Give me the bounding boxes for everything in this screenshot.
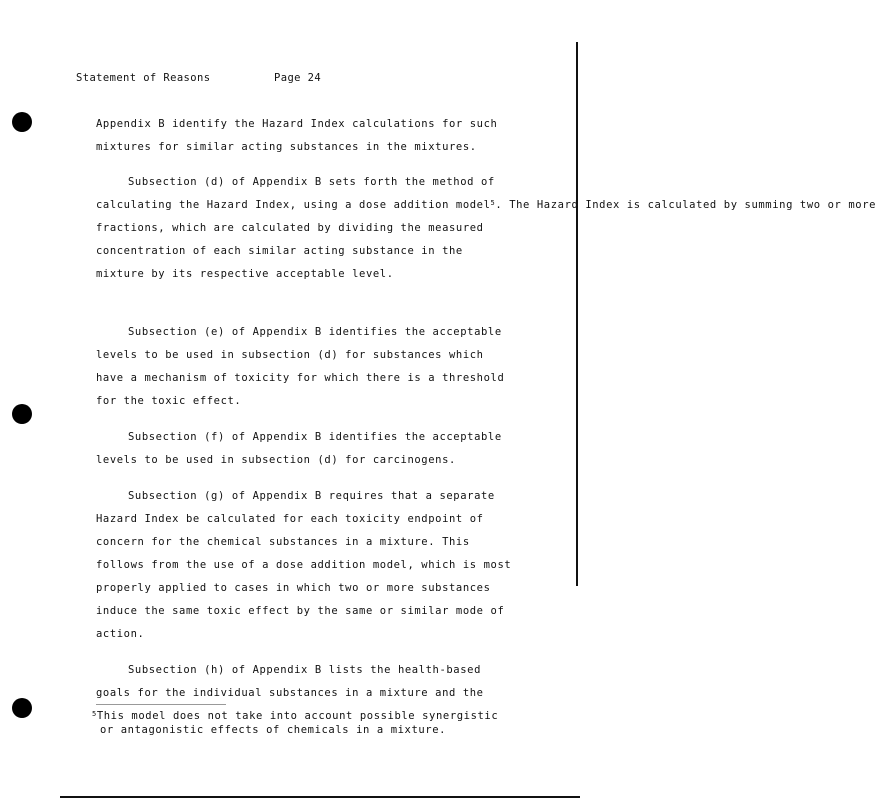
text-line: have a mechanism of toxicity for which there is a threshold [96,372,505,384]
text-line: properly applied to cases in which two or more substances [96,582,491,594]
punch-hole [12,698,32,718]
footnote-marker: 5 [92,710,97,718]
page-number: Page 24 [274,72,322,84]
text-line: induce the same toxic effect by the same or similar mode of [96,605,505,617]
text-line: levels to be used in subsection (d) for carcinogens. [96,454,456,466]
text-line: Subsection (d) of Appendix B sets forth the method of [128,176,495,188]
text-line: follows from the use of a dose addition model, which is most [96,559,512,571]
text-line: goals for the individual substances in a mixture and the [96,687,484,699]
text-line: action. [96,628,145,640]
text-line: fractions, which are calculated by dividing the measured [96,222,484,234]
footnote-text: This model does not take into account possible synergistic [96,710,499,722]
footnote-divider [96,704,226,705]
text-line: Appendix B identify the Hazard Index calculations for such [96,118,498,130]
text-line [96,199,876,211]
footnote-reference: 5 [490,199,496,207]
text-line: Subsection (g) of Appendix B requires that a separate [128,490,495,502]
text-line: Subsection (e) of Appendix B identifies the acceptable [128,326,502,338]
page-header [76,72,322,84]
header-title: Statement of Reasons [76,72,211,84]
text-line: concentration of each similar acting substance in the [96,245,463,257]
punch-hole [12,112,32,132]
text-line: mixture by its respective acceptable level. [96,268,394,280]
text-line-part: . The Hazard Index is calculated by summing two or more [495,199,876,211]
text-line: levels to be used in subsection (d) for substances which [96,349,484,361]
footnote-line [92,710,498,722]
text-line: Subsection (h) of Appendix B lists the health-based [128,664,481,676]
footnote-line: or antagonistic effects of chemicals in a mixture. [100,724,447,736]
punch-hole [12,404,32,424]
text-line: for the toxic effect. [96,395,242,407]
text-line: Hazard Index be calculated for each toxicity endpoint of [96,513,484,525]
bottom-rule [60,796,580,798]
text-line: concern for the chemical substances in a mixture. This [96,536,470,548]
text-line: mixtures for similar acting substances in the mixtures. [96,141,477,153]
text-line-part: calculating the Hazard Index, using a dose addition model [96,199,491,211]
text-line: Subsection (f) of Appendix B identifies the acceptable [128,431,502,443]
margin-rule [576,42,578,586]
